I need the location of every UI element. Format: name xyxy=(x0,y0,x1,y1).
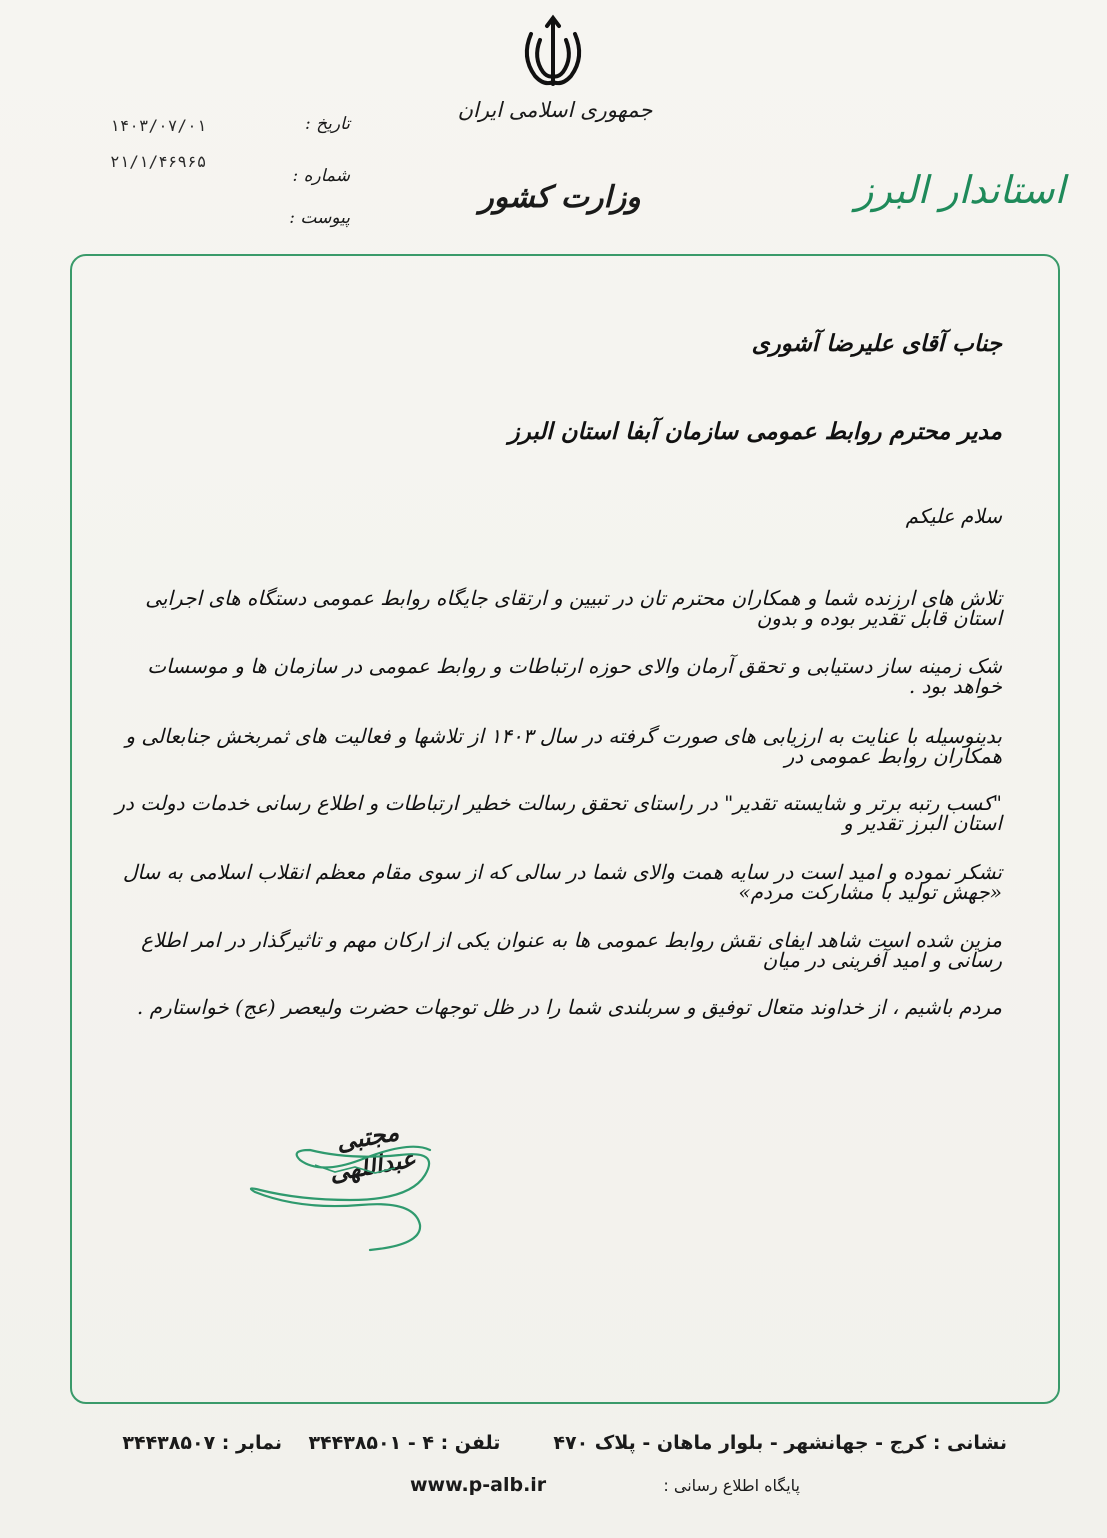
letter-line: تلاش های ارزنده شما و همکاران محترم تان در تبیین و ارتقای جایگاه روابط عمومی دستگاه های اجرایی استان قابل تقدیر بوده و بدون xyxy=(145,586,1002,630)
greeting: سلام علیکم xyxy=(905,504,1002,528)
date-label: تاریخ : xyxy=(305,114,350,134)
address: نشانی : کرج - جهانشهر - بلوار ماهان - پلاک ۴۷۰ xyxy=(553,1432,1007,1454)
website-link[interactable]: www.p-alb.ir xyxy=(410,1474,547,1496)
attachment-label: پیوست : xyxy=(289,208,350,228)
governorate-title: استاندار البرز xyxy=(855,168,1065,212)
signatory-name: مجتبی عبداللهی xyxy=(327,1116,418,1188)
phone: تلفن : ۴ - ۳۴۴۳۸۵۰۱ xyxy=(308,1432,501,1454)
number-value: ۲۱/۱/۴۶۹۶۵ xyxy=(110,152,207,171)
letter-line: "کسب رتبه برتر و شایسته تقدیر" در راستای تحقق رسالت خطیر ارتباطات و اطلاع رسانی خدمات دولت در استان البرز تقدیر و xyxy=(115,791,1002,835)
signature-icon xyxy=(240,1120,450,1260)
letter-line: بدینوسیله با عنایت به ارزیابی های صورت گرفته در سال ۱۴۰۳ از تلاشها و فعالیت های ثمربخش جنابعالی و همکاران روابط عمومی در xyxy=(125,724,1002,768)
republic-title: جمهوری اسلامی ایران xyxy=(457,98,653,122)
salutation: جناب آقای علیرضا آشوری xyxy=(751,330,1002,357)
letter-line: شک زمینه ساز دستیابی و تحقق آرمان والای حوزه ارتباطات و روابط عمومی در سازمان ها و موسسات خواهد بود . xyxy=(147,654,1002,698)
date-value: ۱۴۰۳/۰۷/۰۱ xyxy=(110,116,207,135)
recipient-title: مدیر محترم روابط عمومی سازمان آبفا استان البرز xyxy=(508,418,1002,445)
letter-line: مردم باشیم ، از خداوند متعال توفیق و سربلندی شما را در ظل توجهات حضرت ولیعصر (عج) خواستارم . xyxy=(136,995,1002,1019)
letter-line: مزین شده است شاهد ایفای نقش روابط عمومی ها به عنوان یکی از ارکان مهم و تاثیرگذار در امر اطلاع رسانی و امید آفرینی در میان xyxy=(141,928,1002,972)
website-label: پایگاه اطلاع رسانی : xyxy=(663,1476,800,1495)
fax: نمابر : ۳۴۴۳۸۵۰۷ xyxy=(122,1432,282,1454)
iran-emblem-icon xyxy=(511,12,595,96)
footer-contact xyxy=(107,1432,1007,1454)
number-label: شماره : xyxy=(292,166,350,186)
ministry-title: وزارت کشور xyxy=(479,180,641,215)
letter-line: تشکر نموده و امید است در سایه همت والای شما در سالی که از سوی مقام معظم انقلاب اسلامی به سال «جهش تولید با مشارکت مردم» xyxy=(122,860,1002,904)
